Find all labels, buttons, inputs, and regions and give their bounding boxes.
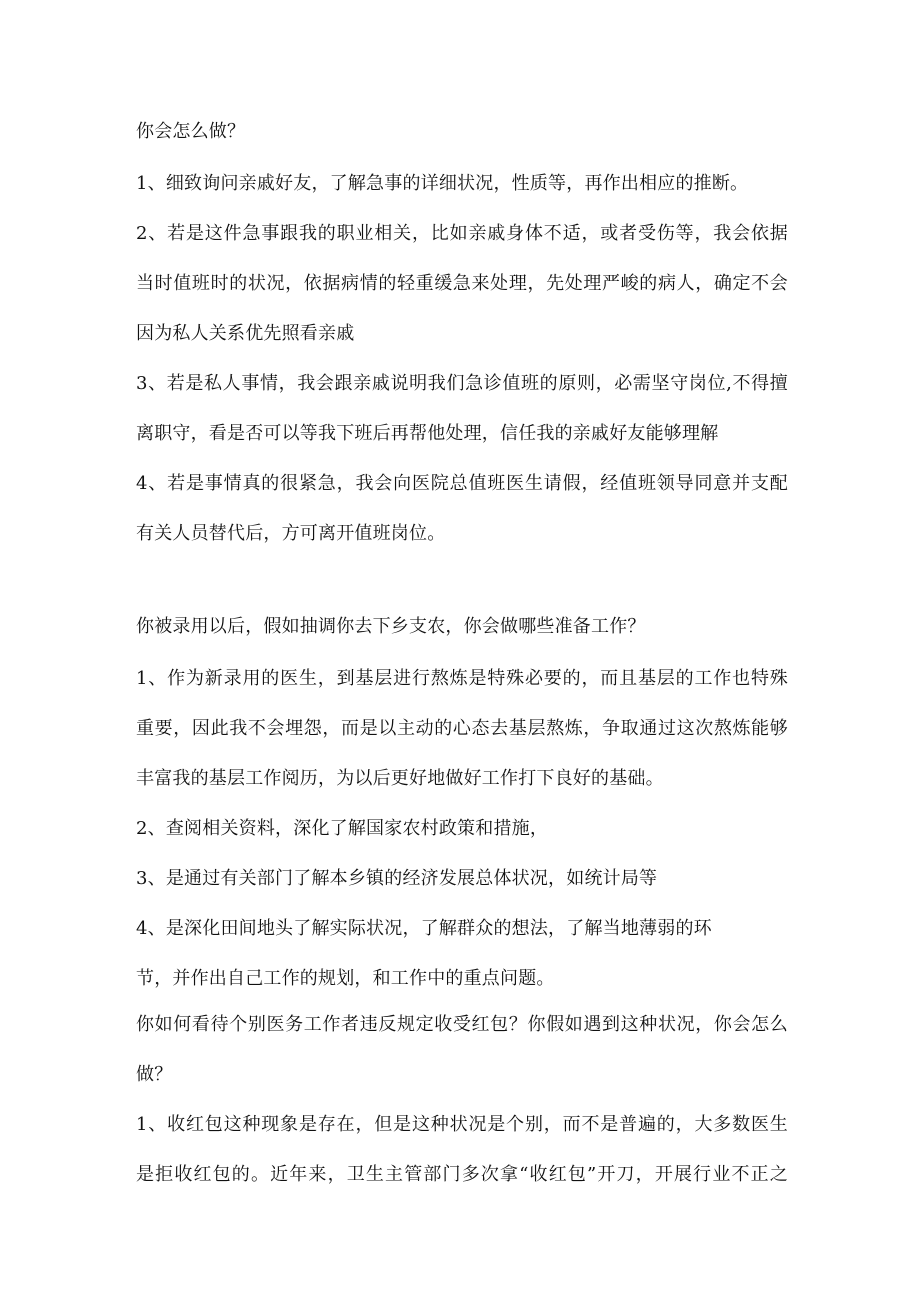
question-heading: 你如何看待个别医务工作者违反规定收受红包？你假如遇到这种状况，你会怎么 — [136, 1014, 788, 1035]
paragraph-line: 1、作为新录用的医生，到基层进行熬炼是特殊必要的，而且基层的工作也特殊 — [136, 668, 788, 689]
paragraph-line: 离职守，看是否可以等我下班后再帮他处理，信任我的亲戚好友能够理解 — [136, 423, 719, 444]
paragraph-line: 当时值班时的状况，依据病情的轻重缓急来处理，先处理严峻的病人，确定不会 — [136, 273, 788, 294]
paragraph-line: 4、是深化田间地头了解实际状况，了解群众的想法，了解当地薄弱的环 — [136, 918, 712, 939]
paragraph-line: 2、若是这件急事跟我的职业相关，比如亲戚身体不适，或者受伤等，我会依据 — [136, 223, 788, 244]
question-heading: 你被录用以后，假如抽调你去下乡支农，你会做哪些准备工作？ — [136, 616, 646, 637]
question-heading: 做？ — [136, 1064, 173, 1085]
paragraph-line: 丰富我的基层工作阅历，为以后更好地做好工作打下良好的基础。 — [136, 768, 664, 789]
paragraph-line: 3、是通过有关部门了解本乡镇的经济发展总体状况，如统计局等 — [136, 868, 658, 889]
paragraph-line: 因为私人关系优先照看亲戚 — [136, 323, 355, 344]
paragraph-line: 3、若是私人事情，我会跟亲戚说明我们急诊值班的原则，必需坚守岗位,不得擅 — [136, 373, 788, 394]
paragraph-line: 是拒收红包的。近年来，卫生主管部门多次拿“收红包”开刀，开展行业不正之 — [136, 1164, 788, 1185]
paragraph-line: 1、收红包这种现象是存在，但是这种状况是个别，而不是普遍的，大多数医生 — [136, 1114, 788, 1135]
paragraph-line: 有关人员替代后，方可离开值班岗位。 — [136, 523, 446, 544]
paragraph-line: 节，并作出自己工作的规划，和工作中的重点问题。 — [136, 968, 555, 989]
paragraph-line: 2、查阅相关资料，深化了解国家农村政策和措施， — [136, 818, 549, 839]
paragraph-line: 重要，因此我不会埋怨，而是以主动的心态去基层熬炼，争取通过这次熬炼能够 — [136, 718, 788, 739]
paragraph-line: 1、细致询问亲戚好友，了解急事的详细状况，性质等，再作出相应的推断。 — [136, 173, 749, 194]
question-heading: 你会怎么做？ — [136, 121, 246, 142]
paragraph-line: 4、若是事情真的很紧急，我会向医院总值班医生请假，经值班领导同意并支配 — [136, 473, 788, 494]
